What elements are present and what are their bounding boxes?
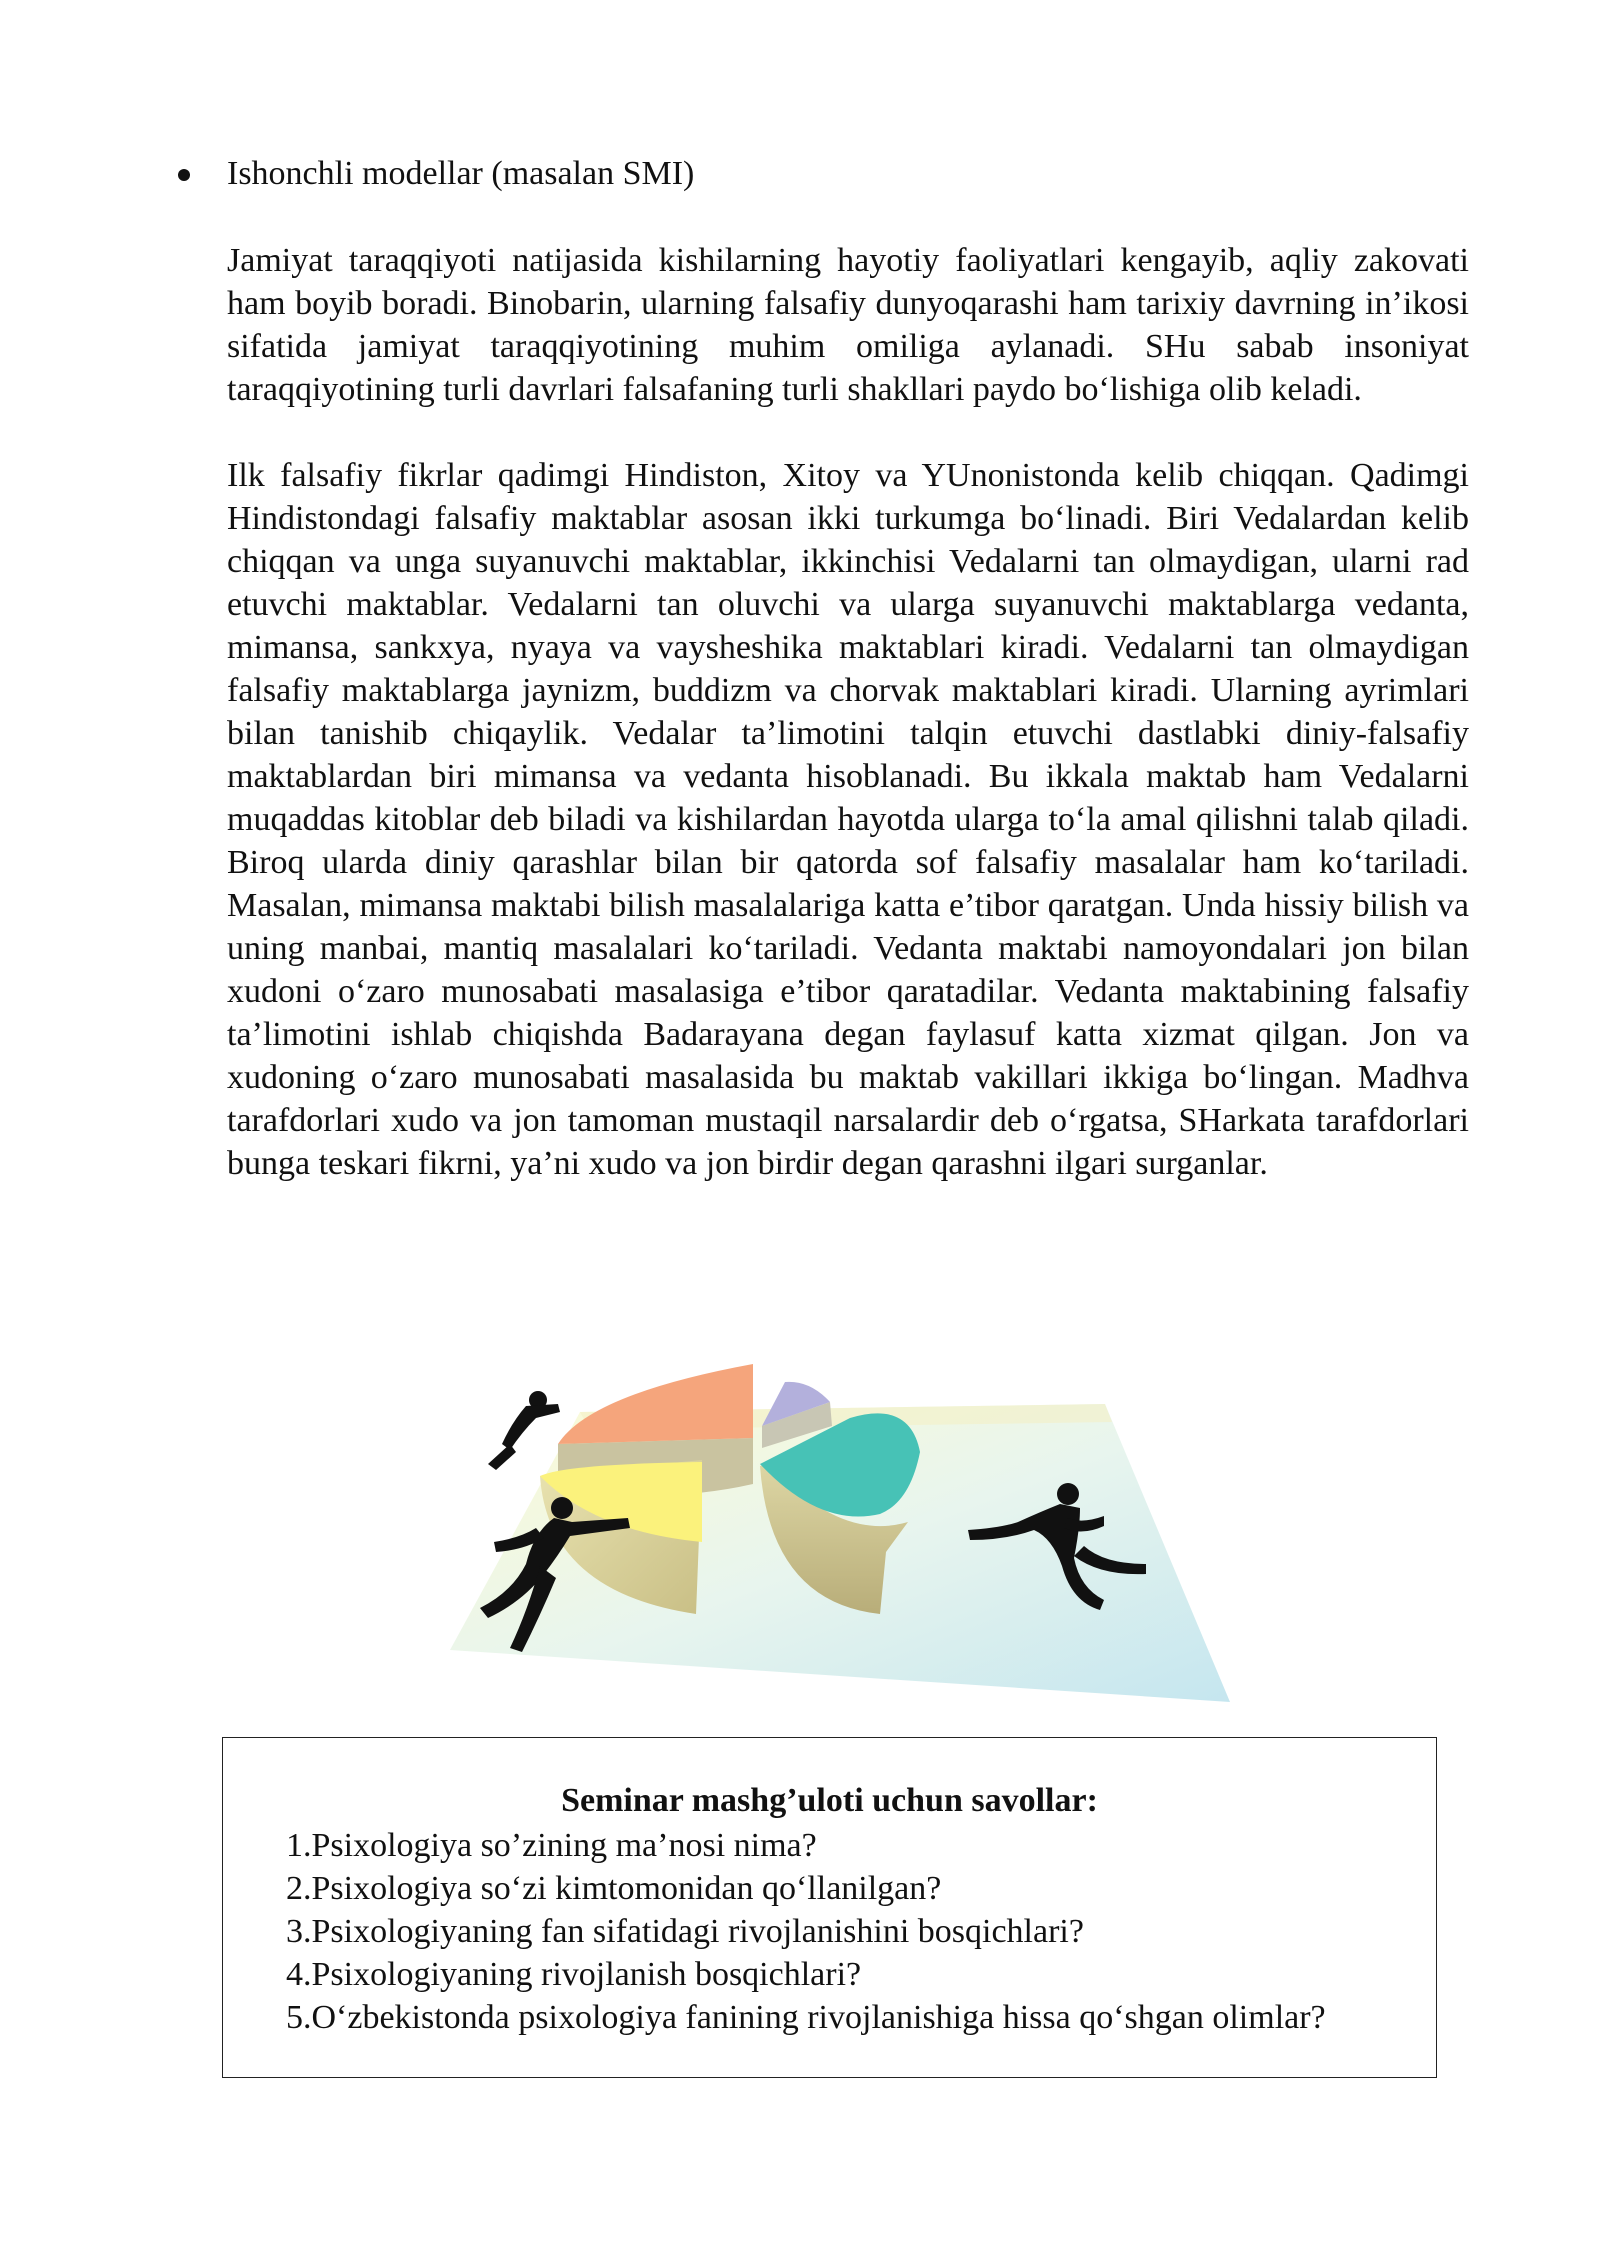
question-item: 1.Psixologiya so’zining ma’nosi nima? [286, 1827, 817, 1864]
orange-slice [558, 1364, 753, 1444]
question-item: 3.Psixologiyaning fan sifatidagi rivojlanishini bosqichlari? [286, 1913, 1084, 1950]
figure-top-left [488, 1391, 560, 1470]
paragraph-indian-philosophy: Ilk falsafiy fikrlar qadimgi Hindiston, Xitoy va YUnonistonda kelib chiqqan. Qadimgi Hindistondagi falsafiy maktablar asosan ikki turkumga bo‘linadi. Biri Vedalardan kelib chiqqan va unga suyanuvchi maktablar, ikkinchisi Vedalarni tan olmaydigan, ularni rad etuvchi maktablar. Vedalarni tan oluvchi va ularga suyanuvchi maktablarga vedanta, mimansa, sankxya, nyaya va vaysheshika maktablari kiradi. Vedalarni tan olmaydigan falsafiy maktablarga jaynizm, buddizm va chorvak maktablari kiradi. Ularning ayrimlari bilan tanishib chiqaylik. Vedalar ta’limotini talqin etuvchi dastlabki diniy-falsafiy maktablardan biri mimansa va vedanta hisoblanadi. Bu ikkala maktab ham Vedalarni muqaddas kitoblar deb biladi va kishilardan hayotda ularga to‘la amal qilishni talab qiladi. Biroq ularda diniy qarashlar bilan bir qatorda sof falsafiy masalalar ham ko‘tariladi. Masalan, mimansa maktabi bilish masalalariga katta e’tibor qaratgan. Unda hissiy bilish va uning manbai, mantiq masalalari ko‘tariladi. Vedanta maktabi namoyondalari jon bilan xudoni o‘zaro munosabati masalasiga e’tibor qaratadilar. Vedanta maktabining falsafiy ta’limotini ishlab chiqishda Badarayana degan faylasuf katta xizmat qilgan. Jon va xudoning o‘zaro munosabati masalasida bu maktab vakillari ikkiga bo‘lingan. Madhva tarafdorlari xudo va jon tamoman mustaqil narsalardir deb o‘rgatsa, SHarkata tarafdorlari bunga teskari fikrni, ya’ni xudo va jon birdir degan qarashni ilgari surganlar. [227, 457, 1469, 1182]
seminar-question-list [286, 1824, 1326, 2039]
illustration-graphic [440, 1352, 1240, 1704]
question-item: 4.Psixologiyaning rivojlanish bosqichlari? [286, 1956, 862, 1993]
question-item: 5.O‘zbekistonda psixologiya fanining rivojlanishiga hissa qo‘shgan olimlar? [286, 1999, 1326, 2036]
seminar-questions-box [222, 1737, 1437, 2078]
bullet-text: Ishonchli modellar (masalan SMI) [227, 155, 695, 192]
pie-chart-teamwork-illustration [440, 1352, 1240, 1704]
question-item: 2.Psixologiya so‘zi kimtomonidan qo‘llanilgan? [286, 1870, 942, 1907]
paragraph-intro: Jamiyat taraqqiyoti natijasida kishilarning hayotiy faoliyatlari kengayib, aqliy zakovati ham boyib boradi. Binobarin, ularning falsafiy dunyoqarashi ham tarixiy davrning in’ikosi sifatida jamiyat taraqqiyotining muhim omiliga aylanadi. SHu sabab insoniyat taraqqiyotining turli davrlari falsafaning turli shakllari paydo bo‘lishiga olib keladi. [227, 242, 1469, 408]
seminar-title: Seminar mashg’uloti uchun savollar: [561, 1782, 1098, 1819]
bullet-icon [178, 169, 190, 181]
